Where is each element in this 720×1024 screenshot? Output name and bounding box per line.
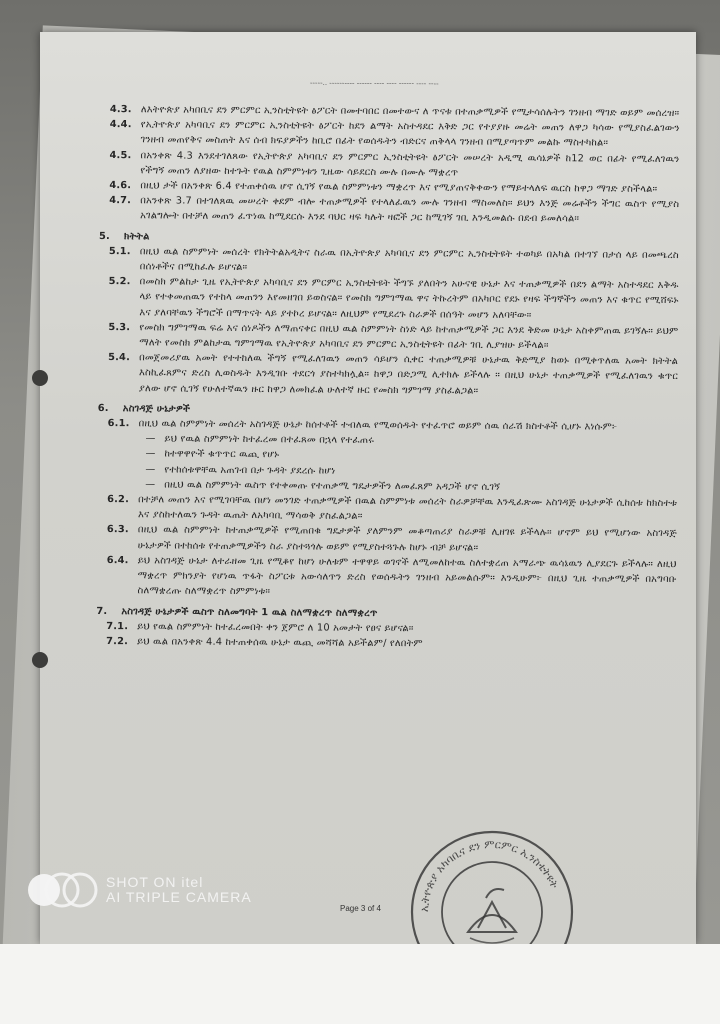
clause-number: 6.2. — [107, 494, 130, 506]
clause-text: ይህ የዉል ስምምነት ከተፈረመበት ቀን ጀምሮ ለ 10 አመታት የፀና ይሆናል። — [137, 620, 414, 634]
clause-number: 7.2. — [106, 635, 129, 648]
clause-text: በዚህ ታች በአንቀጽ 6.4 የተጠቀሰዉ ሆኖ ሲገኝ የዉል ስምምነቱን ማቋረጥ እና የሚያጠናቅቀውን የማይተላለፍ ዉርስ ከዋጋ ማገድ ያስችላል። — [140, 180, 658, 195]
clause-item — [107, 492, 677, 526]
clause-number: 6. — [97, 402, 109, 414]
clause-text: በዚህ ዉል ስምምነት ዉስጥ የተቀመጡ የተጠቃሚ ግዴታዎችን ለመፈጸም አዳጋች ሆኖ ሲገኝ — [164, 479, 501, 493]
clause-text: በመጀመሪያዉ አመት የተተከለዉ ችግኝ የሚፈለገዉን መጠን ሳይሆን ሲቀር ተጠቃሚዎቹ ሁኔታዉ ቅድሚያ ከወኑ በሚቀጥለዉ አመት ክትትል እስኪፈጸምና ድረስ ሊወስዱት እንዲገቡ ተደርጎ ያስተካክሏል። ከዋጋ በድጋሚ ሊተክሉ ይችላሉ ። በዚህ ሁኔታ ተጠቃሚዎች የሚፈለገዉን ቁጥር ያለው ሆኖ ሲገኝ የሁለተኛዉን ዙር ከዋጋ ለመክፈል ሁለተኛ ዙር የመስክ ግምገማ ያስፈልጋል። — [138, 352, 679, 397]
clause-item — [108, 274, 678, 324]
watermark-line2: AI TRIPLE CAMERA — [106, 889, 252, 905]
clause-number: 4.4. — [109, 119, 132, 131]
clause-text: ለእትዮጵያ አካበቢና ደን ምርምር ኢንስቲትዩት ፅፖርት በመተባበር በመተውና ለ ጥናቱ በተጠቃሚዎች የሚታሳሰሉትን ገንዘብ ማገድ ወይም መሰረዝ። — [140, 104, 680, 120]
triple-circle-logo-icon — [26, 868, 98, 912]
clause-text: የመስክ ግምገማዉ ፍሬ እና ሰነዶችን ለማጠናቀር በዚህ ዉል ስምምነት ስነድ ላይ ከተጠቃሚዎች ጋር እንደ ቅድመ ሁኔታ አስቀምጠዉ ይገኝሉ። ይህም ማለት የመስክ ምልከታዉ ግምገማዉ የኢትዮጵያ አካባቢና ደን ምርምር ኢንስቲትዩት በፊት ገቢ ሊያዝሁ ይችላል። — [139, 322, 679, 352]
clause-number: 5. — [98, 230, 110, 242]
clause-number: 4.6. — [109, 180, 132, 192]
clause-number: 7.1. — [106, 620, 129, 632]
clause-number: 4.3. — [109, 104, 132, 116]
clause-text: በአንቀጽ 4.3 እንደተገለጸው የኢትዮጵያ አካባቢና ደን ምርምር ኢንስቲትዩት ፅፖርት መሠረት አዲሚ ዉሳኔዎች ከ12 ወር በፊት የሚፈለገዉን የችግኝ መጠን ለያዘው ከተጉት የዉል ስምምነቱን ጊዜው ሳይደርስ ሙሉ በሙሉ ማቋረጥ — [140, 149, 680, 179]
clause-number: — — [145, 479, 156, 491]
clause-text: ይህ አስገዳጅ ሁኔታ ለተራዘመ ጊዜ የሚቆየ ከሆነ ሁለቱም ተዋዋይ ወገኖች ለሚመለከተዉ ስለተቋረጠ አማራጭ ዉሳኔዉን ሊያደርጉ ይችላሉ። ለዚህ ማቋረጥ ምክንያት የሆነዉ ጥፋት ስፖርቱ አውሳለጥን ድረስ የወሰዱትን ገንዘብ አይመልሱም። እንዲሁም፦ በዚህ ጊዜ ተጠቃሚዎች በአግባቡ ስለማቋረጡ ስለማቋረጥ ስምምነቱ። — [137, 555, 677, 598]
page-number: Page 3 of 4 — [340, 904, 381, 913]
clause-number: — — [145, 448, 156, 460]
clause-item — [110, 117, 680, 151]
clause-text: በዚህ ዉል ስምምነት መሰረት አስገዳጅ ሁኔታ ከሰተቶች ተብለዉ የሚወሰዱት የተፈጥሮ ወይም ሰዉ ሰራሽ ክስተቶች ሲሆኑ እነሱም፦ — [138, 418, 618, 433]
clause-number: 5.1. — [108, 245, 131, 258]
clause-item — [106, 634, 676, 653]
clause-item — [106, 553, 676, 603]
clause-number: 7. — [96, 605, 108, 617]
document-page — [40, 32, 696, 944]
clause-text: ከተዋዋዮች ቁጥጥር ዉጪ የሆኑ — [164, 448, 280, 461]
clause-text: ይህ የዉል ስምምነት ከተፈረመ በተፈጸመ በኋላ የተፈጠሩ — [164, 433, 375, 447]
clause-number: 5.2. — [108, 276, 131, 288]
clause-text: በዚህ ዉል ስምምነት መሰረት የክትትልአዲትና ስራዉ በኢትዮጵያ አካባቢና ደን ምርምር ኢንስቲትዩት ተወካይ በአካል በተገኘ በታሰ ላይ በመጫረስ በሰነቶችና በሚከፈሉ ይሆናል። — [139, 246, 679, 274]
watermark-line1: SHOT ON itel — [106, 874, 204, 890]
clause-text: የኢትዮጵያ አካባቢና ደን ምርምር ኢንስቲትዩት ፅፖርት ከደን ልማት አስተዳደር እቅድ ጋር የተያያዙ መሬት መጠን ለዋጋ ካሳው የሚያስፈልገውን ገንዘብ መጠየቅና መስጠት እና ሰብ ክፍያዎችን ከቢሮ በፊት የወሰዱትን ብድርና ጠቅላላ ገንዘብ በሚያጣጥም መልኩ ማስተካከል። — [140, 119, 680, 149]
clause-number: — — [145, 463, 156, 476]
document-body — [96, 102, 680, 653]
clause-item — [109, 193, 679, 227]
clause-text: ክትትል — [123, 230, 150, 242]
clause-text: የተከሰቱዋቸዉ አጠገብ በታ ጉዳት ያደረሱ ከሆነ — [164, 464, 336, 477]
clause-text: በዚህ ዉል ስምምነት ከተጠቃሚዎች የሚጠበቁ ግዴታዎች ያለምንም መቆጣጠሪያ ስራዎቹ ሊዘገዩ ይችላሉ። ሆኖም ይህ የሚሆነው አስገዳጅ ሁኔታዎች በተከሰቱ የተጠቃሚዎችን ስራ ያስተጓጎሉ ወይም የሚያስተጓጉሉ ከሆኑ ብቻ ይሆናል። — [137, 524, 677, 554]
camera-watermark — [26, 868, 252, 912]
clause-text: ይህ ዉል በአንቀጽ 4.4 ከተጠቀሰዉ ሁኔታ ዉጪ መሻሻል አይችልም/ የለበትም — [137, 636, 423, 650]
clause-text: አስገዳጅ ሁኔታዎች — [122, 403, 191, 415]
clause-text: በተቻለ መጠን እና የሚገባቸዉ በሆነ መንገድ ተጠቃሚዎች በዉል ስምምነቱ መሰረት ስራዎቻቸዉ እንዲፈጽሙ አስገዳጅ ሁኔታዎች ሲከሰቱ ከክስተቱ እና ያስከተለዉን ጉዳት ዉጤት ለአካባቢ ማሳወቅ ያስፈልጋል። — [137, 494, 678, 523]
clause-item — [108, 350, 678, 400]
clause-number: 6.1. — [107, 418, 130, 430]
clause-item — [107, 523, 677, 557]
clause-number: 4.7. — [109, 195, 132, 207]
table-surface — [0, 944, 720, 1024]
clause-number: — — [145, 433, 156, 445]
clause-text: አስገዳጅ ሁኔታዎች ዉስጥ ስለመግባት 1 ዉል ስለማቋረጥ ስለማቋረጥ — [121, 605, 378, 619]
punch-hole-icon — [32, 652, 48, 668]
clause-number: 5.3. — [108, 321, 131, 334]
clause-number: 4.5. — [109, 149, 132, 161]
clause-text: በአንቀጽ 3.7 በተገለጸዉ መሠረት ቀደም ብሎ ተጠቃሚዎች የተላለፈዉን ሙሉ ገንዘብ ማስመለስ። ይህን እንጅ መሬቶችን ችግር ዉስጥ የሚያስ አገልግሎት በተቻለ መጠን ፈጥነዉ ከሚደርሱ እንደ ባህር ዛፍ ካሉት ዛፎች ጋር ከሚገኝ ገቢ እንዲመልሱ በደብ ይመለሳል። — [140, 195, 680, 225]
punch-hole-icon — [32, 370, 48, 386]
clause-number: 6.3. — [106, 524, 129, 536]
svg-text:ኢትዮጵያ አካባቢና ደን ምርምር ኢንስቲትዩት: ኢትዮጵያ አካባቢና ደን ምርምር ኢንስቲትዩት — [417, 837, 561, 913]
clause-item — [108, 320, 678, 354]
faint-header-line: -----.. ---------- ------ ---- ---- ------ ---- ---- — [309, 78, 439, 88]
clause-number: 5.4. — [108, 352, 131, 364]
clause-number: 6.4. — [106, 554, 129, 567]
clause-item — [109, 148, 679, 182]
clause-text: በመስክ ምልከታ ጊዜ የኢትዮጵያ አካባቢና ደን ምርምር ኢንስቲትዩት ችግኙ ያለበትን አሁናዊ ሁኔታ እና ተጠቃሚዎች በደን ልማት አስተዳደር እቅዱ ላይ የተቀመጠዉን የተከላ መጠንን እየመዘገበ ይወስናል። የመስክ ግምገማዉ ዋና ትኩረትም በአካቦር የደኑ የዛፍ ችግኞችን መጠን እና ቁጥር የሚሸፍኑ እና ያለባቸዉን ችግሮች በማጥናት ላይ ያተኮረ ይሆናል። ለዚህም የሚደረጉ ስራዎች በሰዓት መሆን አለባቸው። — [139, 276, 679, 321]
clause-item — [109, 244, 679, 278]
